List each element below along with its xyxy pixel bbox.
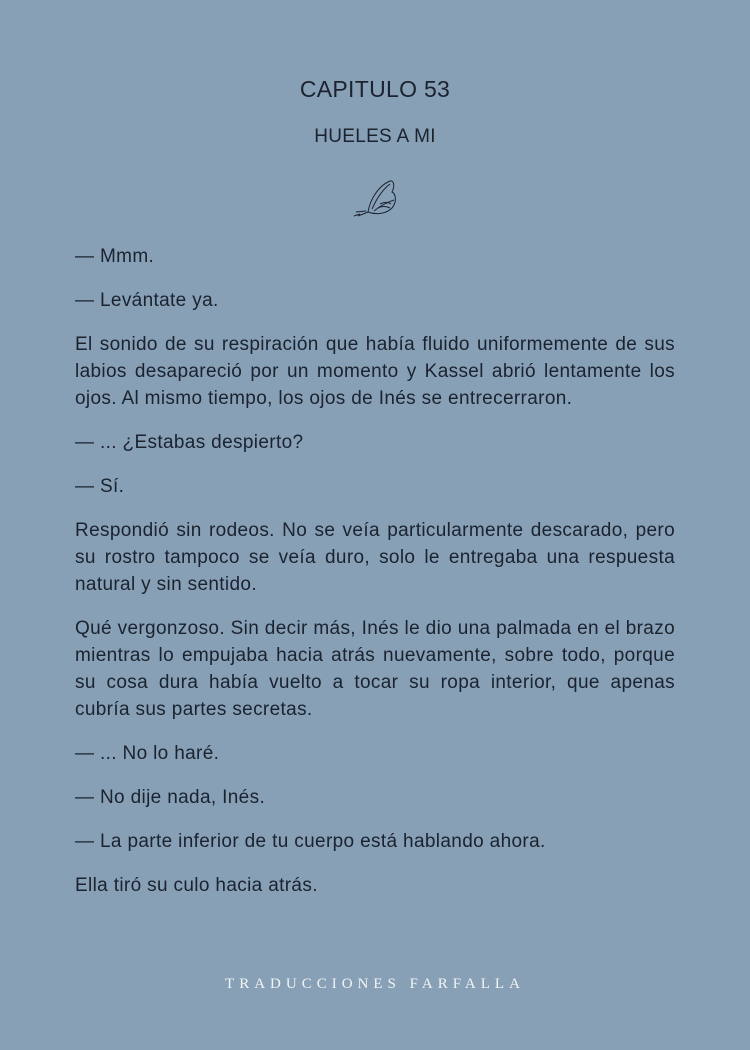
paragraph: — ... ¿Estabas despierto? [75,432,304,453]
butterfly-icon [352,178,398,218]
paragraph: — No dije nada, Inés. [75,787,266,808]
paragraph: — ... No lo haré. [75,743,220,764]
chapter-subtitle: HUELES A MI [314,126,436,147]
paragraph: — Levántate ya. [75,290,219,311]
paragraph: El sonido de su respiración que había fluido uniformemente de sus labios desapareció por un momento y Kassel abrió lentamente los ojos. Al mismo tiempo, los ojos de Inés se entrecerraron. [75,334,675,409]
paragraph: Respondió sin rodeos. No se veía particularmente descarado, pero su rostro tampoco se veía duro, solo le entregaba una respuesta natural y sin sentido. [75,520,675,595]
paragraph: Ella tiró su culo hacia atrás. [75,875,318,896]
footer-credit: TRADUCCIONES FARFALLA [225,976,525,992]
paragraph: — La parte inferior de tu cuerpo está hablando ahora. [75,831,546,852]
paragraph: — Sí. [75,476,125,497]
chapter-body [75,243,675,916]
chapter-title: CAPITULO 53 [299,76,451,102]
paragraph: — Mmm. [75,246,155,267]
paragraph: Qué vergonzoso. Sin decir más, Inés le dio una palmada en el brazo mientras lo empujaba hacia atrás nuevamente, sobre todo, porque su cosa dura había vuelto a tocar su ropa interior, que apenas cubría sus partes secretas. [75,618,675,720]
